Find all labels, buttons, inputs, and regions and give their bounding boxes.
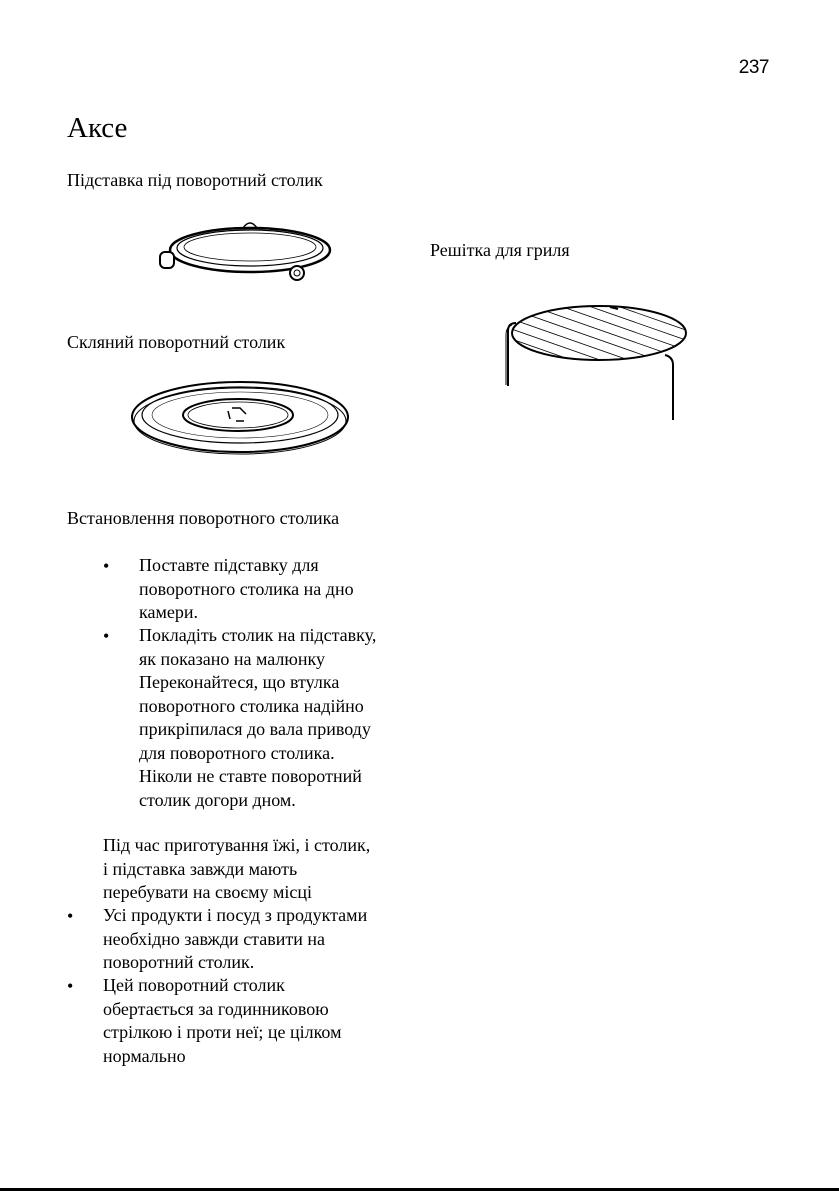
line: нормально bbox=[103, 1045, 186, 1066]
line: поворотний столик. bbox=[103, 952, 255, 972]
glass-turntable-label: Скляний поворотний столик bbox=[67, 332, 286, 352]
line: обертається за годинниковою bbox=[103, 998, 329, 1019]
line: стрілкою і проти неї; це цілком bbox=[103, 1022, 342, 1042]
line: Переконайтеся, що втулка bbox=[139, 672, 340, 692]
extra-point-2-text bbox=[103, 974, 341, 1068]
extra-point-1-text bbox=[103, 904, 367, 975]
line: поворотного столика надійно bbox=[139, 695, 364, 716]
line: Під час приготування їжі, і столик, bbox=[103, 835, 371, 855]
line: камери. bbox=[139, 602, 198, 622]
line: Усі продукти і посуд з продуктами bbox=[103, 905, 368, 925]
line: поворотного столика на дно bbox=[139, 578, 354, 599]
note-text bbox=[103, 834, 370, 905]
roller-ring-icon bbox=[155, 210, 345, 290]
line: і підставка завжди мають bbox=[103, 858, 298, 879]
line: для поворотного столика. bbox=[139, 742, 335, 763]
page-number: 237 bbox=[738, 57, 769, 78]
turntable-support-label: Підставка під поворотний столик bbox=[67, 170, 323, 190]
installation-heading: Встановлення поворотного столика bbox=[67, 508, 340, 528]
line: Ніколи не ставте поворотний bbox=[139, 766, 362, 786]
line: прикріпилася до вала приводу bbox=[139, 719, 371, 739]
line: Цей поворотний столик bbox=[103, 975, 285, 995]
line: столик догори дном. bbox=[139, 789, 296, 810]
line: Поставте підставку для bbox=[139, 555, 319, 575]
page-title: Аксе bbox=[67, 112, 128, 144]
line: перебувати на своєму місці bbox=[103, 882, 312, 902]
step-2-text bbox=[139, 624, 376, 812]
grill-rack-label: Решітка для гриля bbox=[430, 240, 570, 260]
grill-rack-icon bbox=[500, 305, 680, 425]
step-1-text bbox=[139, 554, 354, 625]
line: Покладіть столик на підставку, bbox=[139, 625, 377, 645]
line: як показано на малюнку bbox=[139, 648, 325, 669]
glass-tray-icon bbox=[128, 375, 353, 465]
line: необхідно завжди ставити на bbox=[103, 928, 326, 949]
